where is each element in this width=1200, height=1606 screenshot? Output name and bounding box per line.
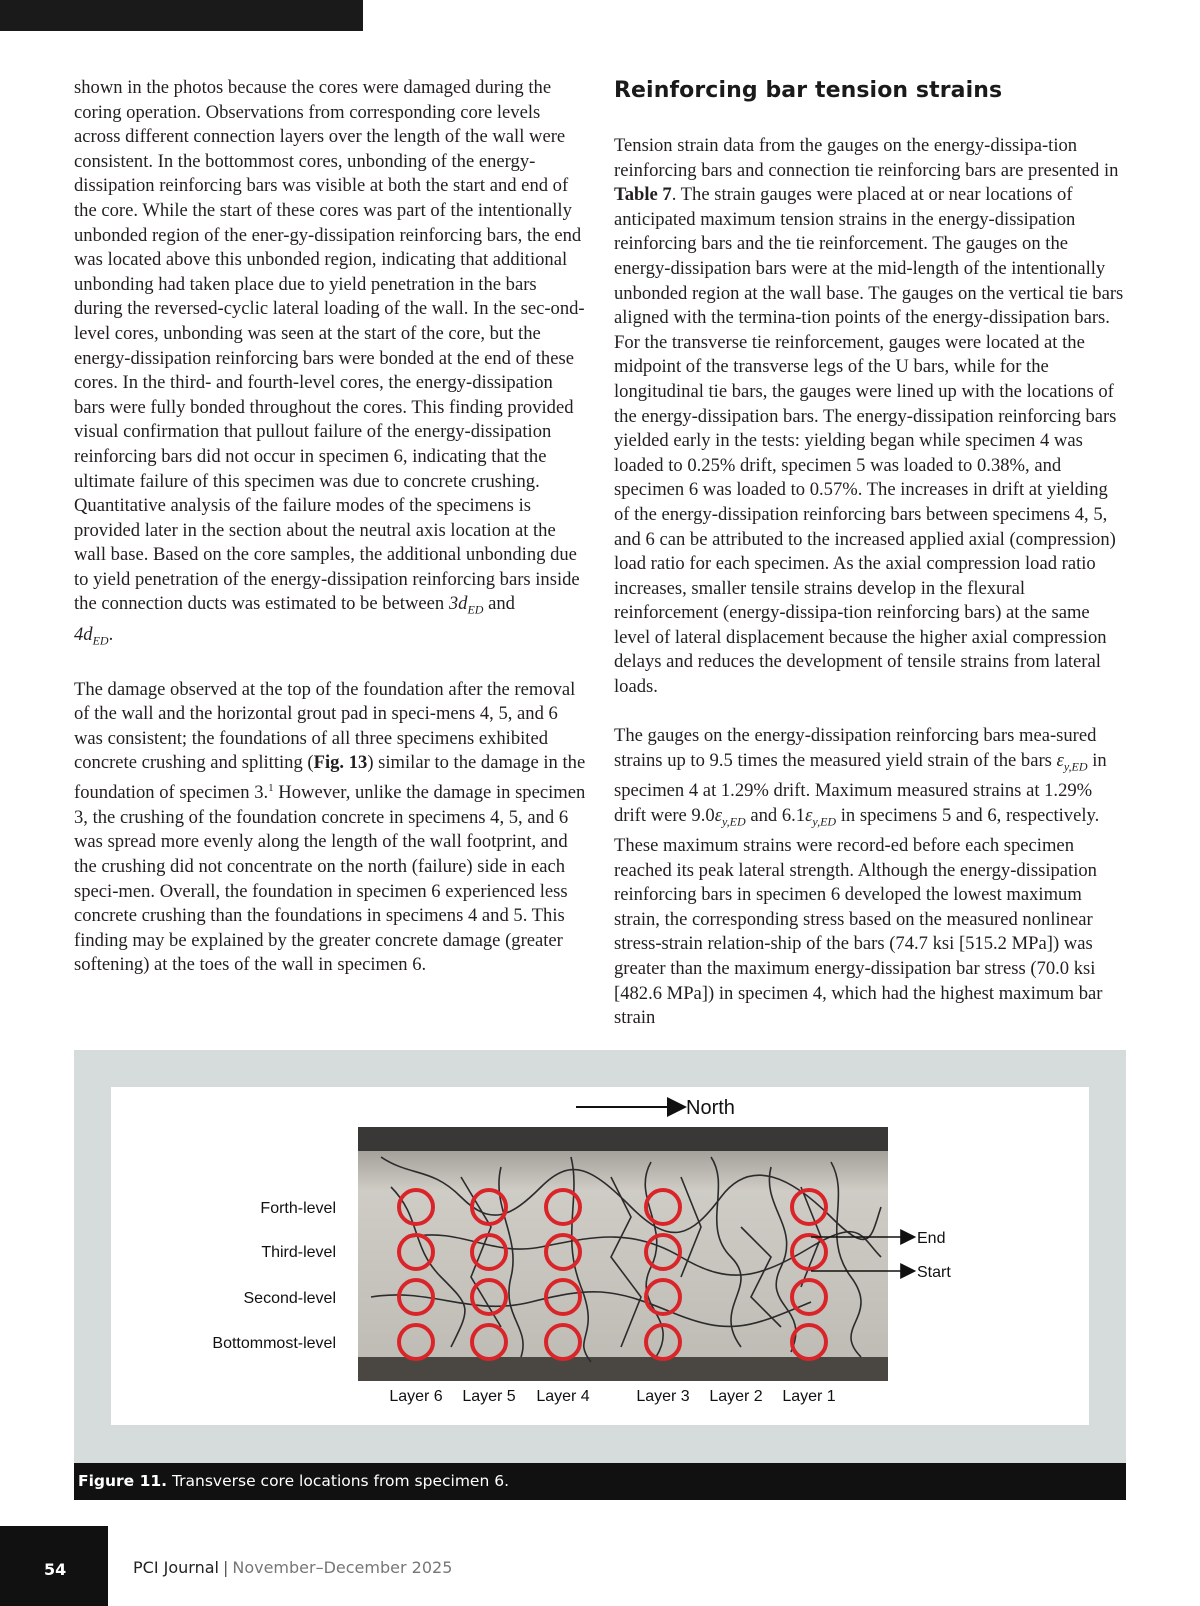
citation-1[interactable]: 1 bbox=[268, 782, 274, 795]
figure-reference[interactable]: Fig. 13 bbox=[313, 752, 368, 774]
section-heading: Reinforcing bar tension strains bbox=[614, 78, 1003, 103]
layer-label: Layer 4 bbox=[536, 1388, 590, 1405]
figure-caption bbox=[74, 1463, 1126, 1500]
layer-label: Layer 3 bbox=[636, 1388, 690, 1405]
north-label: North bbox=[686, 1097, 735, 1119]
layer-label: Layer 6 bbox=[389, 1388, 443, 1405]
right-paragraph-1: Tension strain data from the gauges on the energy-dissipa-tion reinforcing bars and connection tie reinforcing bars are presented in Table 7. The strain gauges were placed at or near locations of anticipated maximum tension strains in the energy-dissipation reinforcing bars and the tie reinforcement. The gauges on the energy-dissipation bars were at the mid-length of the intentionally unbonded region at the wall base. The gauges on the vertical tie bars aligned with the termina-tion points of the energy-dissipation bars. For the transverse tie reinforcement, gauges were located at the midpoint of the transverse legs of the U bars, while for the longitudinal tie bars, the gauges were lined up with the locations of the energy-dissipation bars. The energy-dissipation reinforcing bars yielded early in the tests: yielding began while specimen 4 was loaded to 0.25% drift, specimen 5 was loaded to 0.38%, and specimen 6 was loaded to 0.57%. The increases in drift at yielding of the energy-dissipation reinforcing bars between specimens 4, 5, and 6 can be attributed to the increased applied axial (compression) load ratio for each specimen. As the axial compression load ratio increases, smaller tensile strains develop in the flexural reinforcement (energy-dissipa-tion reinforcing bars) at the same level of lateral displacement because the higher axial compression delays and reduces the development of tensile strains from lateral loads. bbox=[614, 135, 1124, 698]
footer bbox=[133, 1558, 452, 1577]
layer-label: Layer 1 bbox=[782, 1388, 836, 1405]
photo-top-shadow bbox=[358, 1127, 888, 1151]
figure-11 bbox=[74, 1050, 1126, 1463]
footer-separator: | bbox=[222, 1558, 229, 1577]
figure-panel bbox=[111, 1087, 1089, 1425]
right-column bbox=[614, 76, 1126, 1031]
start-label: Start bbox=[917, 1264, 951, 1281]
left-column bbox=[74, 76, 586, 978]
right-paragraph-2: The gauges on the energy-dissipation reinforcing bars mea-sured strains up to 9.5 times the measured yield strain of the bars $\varepsilon_{y,ED}$ in specimen 4 at 1.29% drift. Maximum measured strains at 1.29% drift were $9.0\varepsilon_{y,ED}$ and $6.1\varepsilon_{y,ED}$ in specimens 5 and 6, respectively. These maximum strains were record-ed before each specimen reached its peak lateral strength. Although the energy-dissipation reinforcing bars in specimen 6 developed the lowest maximum strain, the corresponding stress based on the measured nonlinear stress-strain relation-ship of the bars (74.7 ksi [515.2 MPa]) was greater than the maximum energy-dissipation bar stress (70.0 ksi [482.6 MPa]) in specimen 4, which had the highest maximum bar strain bbox=[614, 725, 1107, 1029]
page-number: 54 bbox=[44, 1560, 67, 1579]
level-label: Second-level bbox=[243, 1290, 336, 1307]
issue-date: November–December 2025 bbox=[232, 1558, 453, 1577]
table-reference[interactable]: Table 7 bbox=[614, 184, 672, 206]
figure-photo-diagram bbox=[111, 1087, 1089, 1425]
caption-label: Figure 11. bbox=[78, 1472, 168, 1490]
top-black-bar bbox=[0, 0, 363, 31]
caption-text: Transverse core locations from specimen 6. bbox=[167, 1472, 510, 1490]
layer-label: Layer 2 bbox=[709, 1388, 763, 1405]
left-paragraph-2: The damage observed at the top of the foundation after the removal of the wall and the horizontal grout pad in speci-mens 4, 5, and 6 was consistent; the foundations of all three specimens exhibited concrete crushing and splitting (Fig. 13) similar to the damage in the foundation of specimen 3.$^1$ However, unlike the damage in specimen 3, the crushing of the foundation concrete in specimens 4, 5, and 6 was spread more evenly along the length of the wall footprint, and the crushing did not concentrate on the north (failure) side in each speci-men. Overall, the foundation in specimen 6 experienced less concrete crushing than the foundations in specimens 4 and 5. This finding may be explained by the greater concrete damage (greater softening) at the toes of the wall in specimen 6. bbox=[74, 678, 586, 976]
level-label: Third-level bbox=[261, 1244, 336, 1261]
level-label: Forth-level bbox=[260, 1200, 336, 1217]
level-label: Bottommost-level bbox=[212, 1335, 336, 1352]
layer-label: Layer 5 bbox=[462, 1388, 516, 1405]
journal-name: PCI Journal bbox=[133, 1558, 219, 1577]
left-paragraph-1: shown in the photos because the cores were damaged during the coring operation. Observations from corresponding core levels across different connection layers over the length of the wall were consistent. In the bottommost cores, unbonding of the energy-dissipation reinforcing bars was visible at both the start and end of the core. While the start of these cores was part of the intentionally unbonded region of the ener-gy-dissipation reinforcing bars, the end was located above this unbonded region, indicating that additional unbonding had taken place due to yield penetration in the bars during the reversed-cyclic lateral loading of the wall. In the sec-ond-level cores, unbonding was seen at the start of the core, but the energy-dissipation reinforcing bars were bonded at the end of these cores. In the third- and fourth-level cores, the energy-dissipation bars were fully bonded throughout the cores. This finding provided visual confirmation that pullout failure of the energy-dissipation reinforcing bars did not occur in specimen 6, indicating that the ultimate failure of this specimen was due to concrete crushing. Quantitative analysis of the failure modes of the specimens is provided later in the section about the neutral axis location at the wall base. Based on the core samples, the additional unbonding due to yield penetration of the energy-dissipation reinforcing bars inside the connection ducts was estimated to be between $3d_{ED}$ and $4d_{ED}$. bbox=[74, 77, 585, 648]
end-label: End bbox=[917, 1230, 946, 1247]
